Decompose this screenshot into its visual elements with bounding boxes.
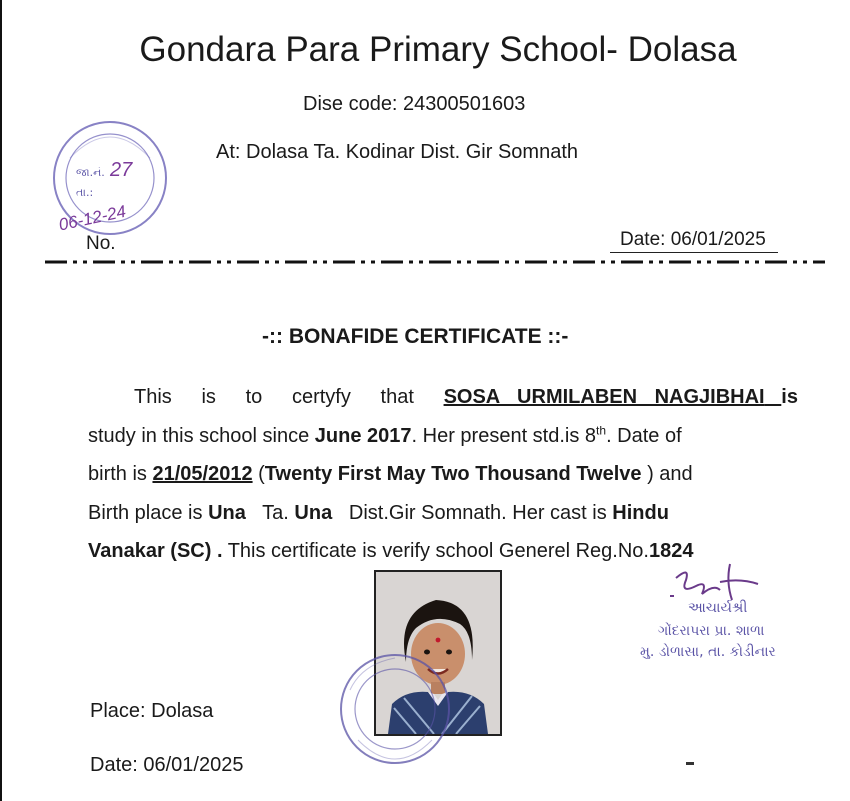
text: to	[245, 386, 263, 408]
text: Dist.Gir Somnath. Her cast is	[348, 501, 613, 524]
page-left-border	[0, 0, 2, 801]
birth-date-words: Twenty First May Two Thousand Twelve	[264, 463, 642, 485]
text: ) and	[641, 463, 693, 485]
date-underline	[610, 252, 778, 253]
headmaster-signature	[640, 560, 800, 670]
body-line-3	[88, 455, 798, 494]
student-name: SOSA URMILABEN NAGJIBHAI	[443, 386, 765, 408]
school-address: At: Dolasa Ta. Kodinar Dist. Gir Somnath	[216, 141, 579, 163]
stamp-place: મુ. ડોળાસા, તા. કોડીનાર	[640, 644, 776, 660]
dise-code: Dise code: 24300501603	[303, 93, 526, 115]
birth-place: Una	[208, 501, 246, 524]
stamp-school: ગોંદરાપરા પ્રા. શાળા	[658, 623, 765, 639]
certificate-title: -:: BONAFIDE CERTIFICATE ::-	[262, 325, 569, 348]
inward-stamp	[50, 118, 170, 238]
separator-line	[45, 258, 825, 266]
caste: Hindu	[612, 501, 669, 524]
stamp-inward-number: 27	[110, 159, 133, 181]
stamp-date-value: 06-12-24	[57, 201, 128, 235]
number-label: No.	[86, 233, 116, 254]
issue-date-top: Date: 06/01/2025	[620, 229, 766, 250]
text: is	[781, 386, 798, 408]
student-name-group	[444, 378, 798, 417]
ink-dot	[686, 762, 694, 765]
text: . Her present std.is 8	[411, 424, 597, 447]
registration-number: 1824	[648, 540, 694, 562]
birth-date: 21/05/2012	[152, 463, 253, 485]
text: (	[252, 463, 265, 485]
stamp-date-label: તા.:	[76, 186, 94, 199]
text: This	[134, 386, 172, 408]
text: is	[201, 386, 216, 408]
issue-date-bottom: Date: 06/01/2025	[90, 754, 244, 776]
text: . Date of	[606, 424, 682, 447]
text: This certificate is verify school Generel Reg.No.	[222, 540, 649, 562]
school-name: Gondara Para Primary School- Dolasa	[139, 30, 737, 69]
admission-date: June 2017	[314, 424, 412, 447]
caste-continued: Vanakar (SC) .	[88, 540, 223, 562]
taluka: Una	[294, 501, 333, 524]
place-of-issue: Place: Dolasa	[90, 700, 214, 722]
ordinal-suffix: th	[596, 422, 607, 437]
text: certyfy	[291, 386, 351, 408]
text: birth is	[88, 463, 153, 485]
school-round-stamp	[336, 650, 454, 768]
stamp-inward-label: જા.નં.	[76, 166, 105, 179]
text: study in this school since	[88, 424, 315, 447]
body-line-1	[88, 378, 798, 417]
stamp-role: આચાર્યશ્રી	[688, 600, 748, 616]
certificate-body	[88, 378, 798, 571]
text: that	[380, 386, 414, 408]
body-line-2	[88, 417, 798, 456]
text: Birth place is	[88, 501, 209, 524]
text: Ta.	[262, 501, 295, 524]
body-line-4	[88, 494, 798, 533]
